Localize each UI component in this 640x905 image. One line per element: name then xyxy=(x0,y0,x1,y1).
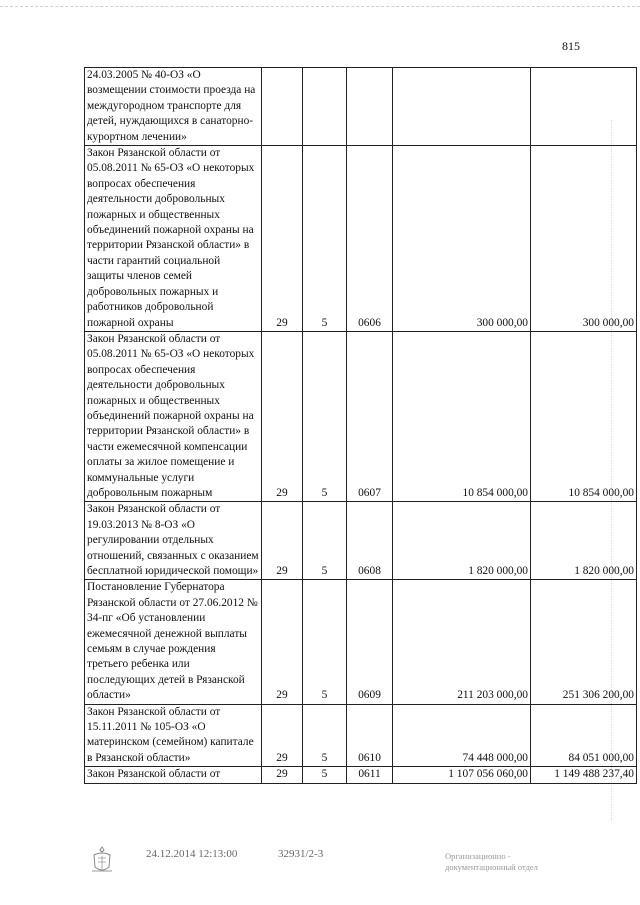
cell-col3 xyxy=(303,68,347,146)
table-row xyxy=(85,146,637,332)
table-row xyxy=(85,331,637,501)
row-description: Закон Рязанской области от xyxy=(85,767,262,783)
cell-col2: 29 xyxy=(262,704,303,767)
footer-timestamp: 24.12.2014 12:13:00 xyxy=(146,848,238,860)
table-row xyxy=(85,767,637,783)
cell-col2: 29 xyxy=(262,767,303,783)
stamp-line-2: документационный отдел xyxy=(445,862,538,872)
cell-amount-2 xyxy=(531,68,637,146)
cell-col2 xyxy=(262,68,303,146)
cell-code: 0611 xyxy=(347,767,393,783)
cell-amount-1: 74 448 000,00 xyxy=(393,704,531,767)
cell-col3: 5 xyxy=(303,580,347,704)
footer-doc-number: 32931/2-3 xyxy=(278,848,324,860)
cell-amount-2: 300 000,00 xyxy=(531,146,637,332)
table-row xyxy=(85,580,637,704)
cell-code: 0606 xyxy=(347,146,393,332)
cell-col3: 5 xyxy=(303,331,347,501)
cell-col2: 29 xyxy=(262,331,303,501)
table-row xyxy=(85,502,637,580)
cell-amount-2: 1 149 488 237,40 xyxy=(531,767,637,783)
cell-col3: 5 xyxy=(303,704,347,767)
cell-amount-1: 300 000,00 xyxy=(393,146,531,332)
stamp-line-1: Организационно - xyxy=(445,851,511,861)
cell-code xyxy=(347,68,393,146)
row-description: Постановление Губернатора Рязанской области от 27.06.2012 № 34-пг «Об установлении ежемесячной денежной выплаты семьям в случае рождения третьего ребенка или последующих детей в Рязанской области» xyxy=(85,580,262,704)
table-row xyxy=(85,68,637,146)
cell-amount-1: 10 854 000,00 xyxy=(393,331,531,501)
cell-amount-1: 1 107 056 060,00 xyxy=(393,767,531,783)
cell-code: 0609 xyxy=(347,580,393,704)
page-number: 815 xyxy=(562,39,580,53)
cell-amount-1 xyxy=(393,68,531,146)
cell-amount-2: 1 820 000,00 xyxy=(531,502,637,580)
row-description: Закон Рязанской области от 05.08.2011 № 65-ОЗ «О некоторых вопросах обеспечения деятельности добровольных пожарных и общественных объединений пожарной охраны на территории Рязанской области» в части ежемесячной компенсации оплаты за жилое помещение и коммунальные услуги добровольным пожарным xyxy=(85,331,262,501)
coat-of-arms-icon xyxy=(90,845,114,875)
row-description: Закон Рязанской области от 19.03.2013 № 8-ОЗ «О регулировании отдельных отношений, связанных с оказанием бесплатной юридической помощи» xyxy=(85,502,262,580)
footer-stamp xyxy=(445,851,555,873)
budget-table xyxy=(84,67,637,784)
row-description: Закон Рязанской области от 05.08.2011 № 65-ОЗ «О некоторых вопросах обеспечения деятельности добровольных пожарных и общественных объединений пожарной охраны на территории Рязанской области» в части гарантий социальной защиты членов семей добровольных пожарных и работников добровольной пожарной охраны xyxy=(85,146,262,332)
cell-col2: 29 xyxy=(262,580,303,704)
cell-code: 0610 xyxy=(347,704,393,767)
cell-amount-2: 84 051 000,00 xyxy=(531,704,637,767)
scan-edge xyxy=(0,6,640,8)
cell-col2: 29 xyxy=(262,502,303,580)
row-description: Закон Рязанской области от 15.11.2011 № 105-ОЗ «О материнском (семейном) капитале в Рязанской области» xyxy=(85,704,262,767)
row-description: 24.03.2005 № 40-ОЗ «О возмещении стоимости проезда на междугородном транспорте для детей, нуждающихся в санаторно-курортном лечении» xyxy=(85,68,262,146)
cell-col3: 5 xyxy=(303,767,347,783)
table-row xyxy=(85,704,637,767)
cell-amount-2: 10 854 000,00 xyxy=(531,331,637,501)
cell-col3: 5 xyxy=(303,146,347,332)
cell-code: 0607 xyxy=(347,331,393,501)
cell-amount-2: 251 306 200,00 xyxy=(531,580,637,704)
cell-code: 0608 xyxy=(347,502,393,580)
cell-col2: 29 xyxy=(262,146,303,332)
cell-amount-1: 1 820 000,00 xyxy=(393,502,531,580)
cell-amount-1: 211 203 000,00 xyxy=(393,580,531,704)
cell-col3: 5 xyxy=(303,502,347,580)
